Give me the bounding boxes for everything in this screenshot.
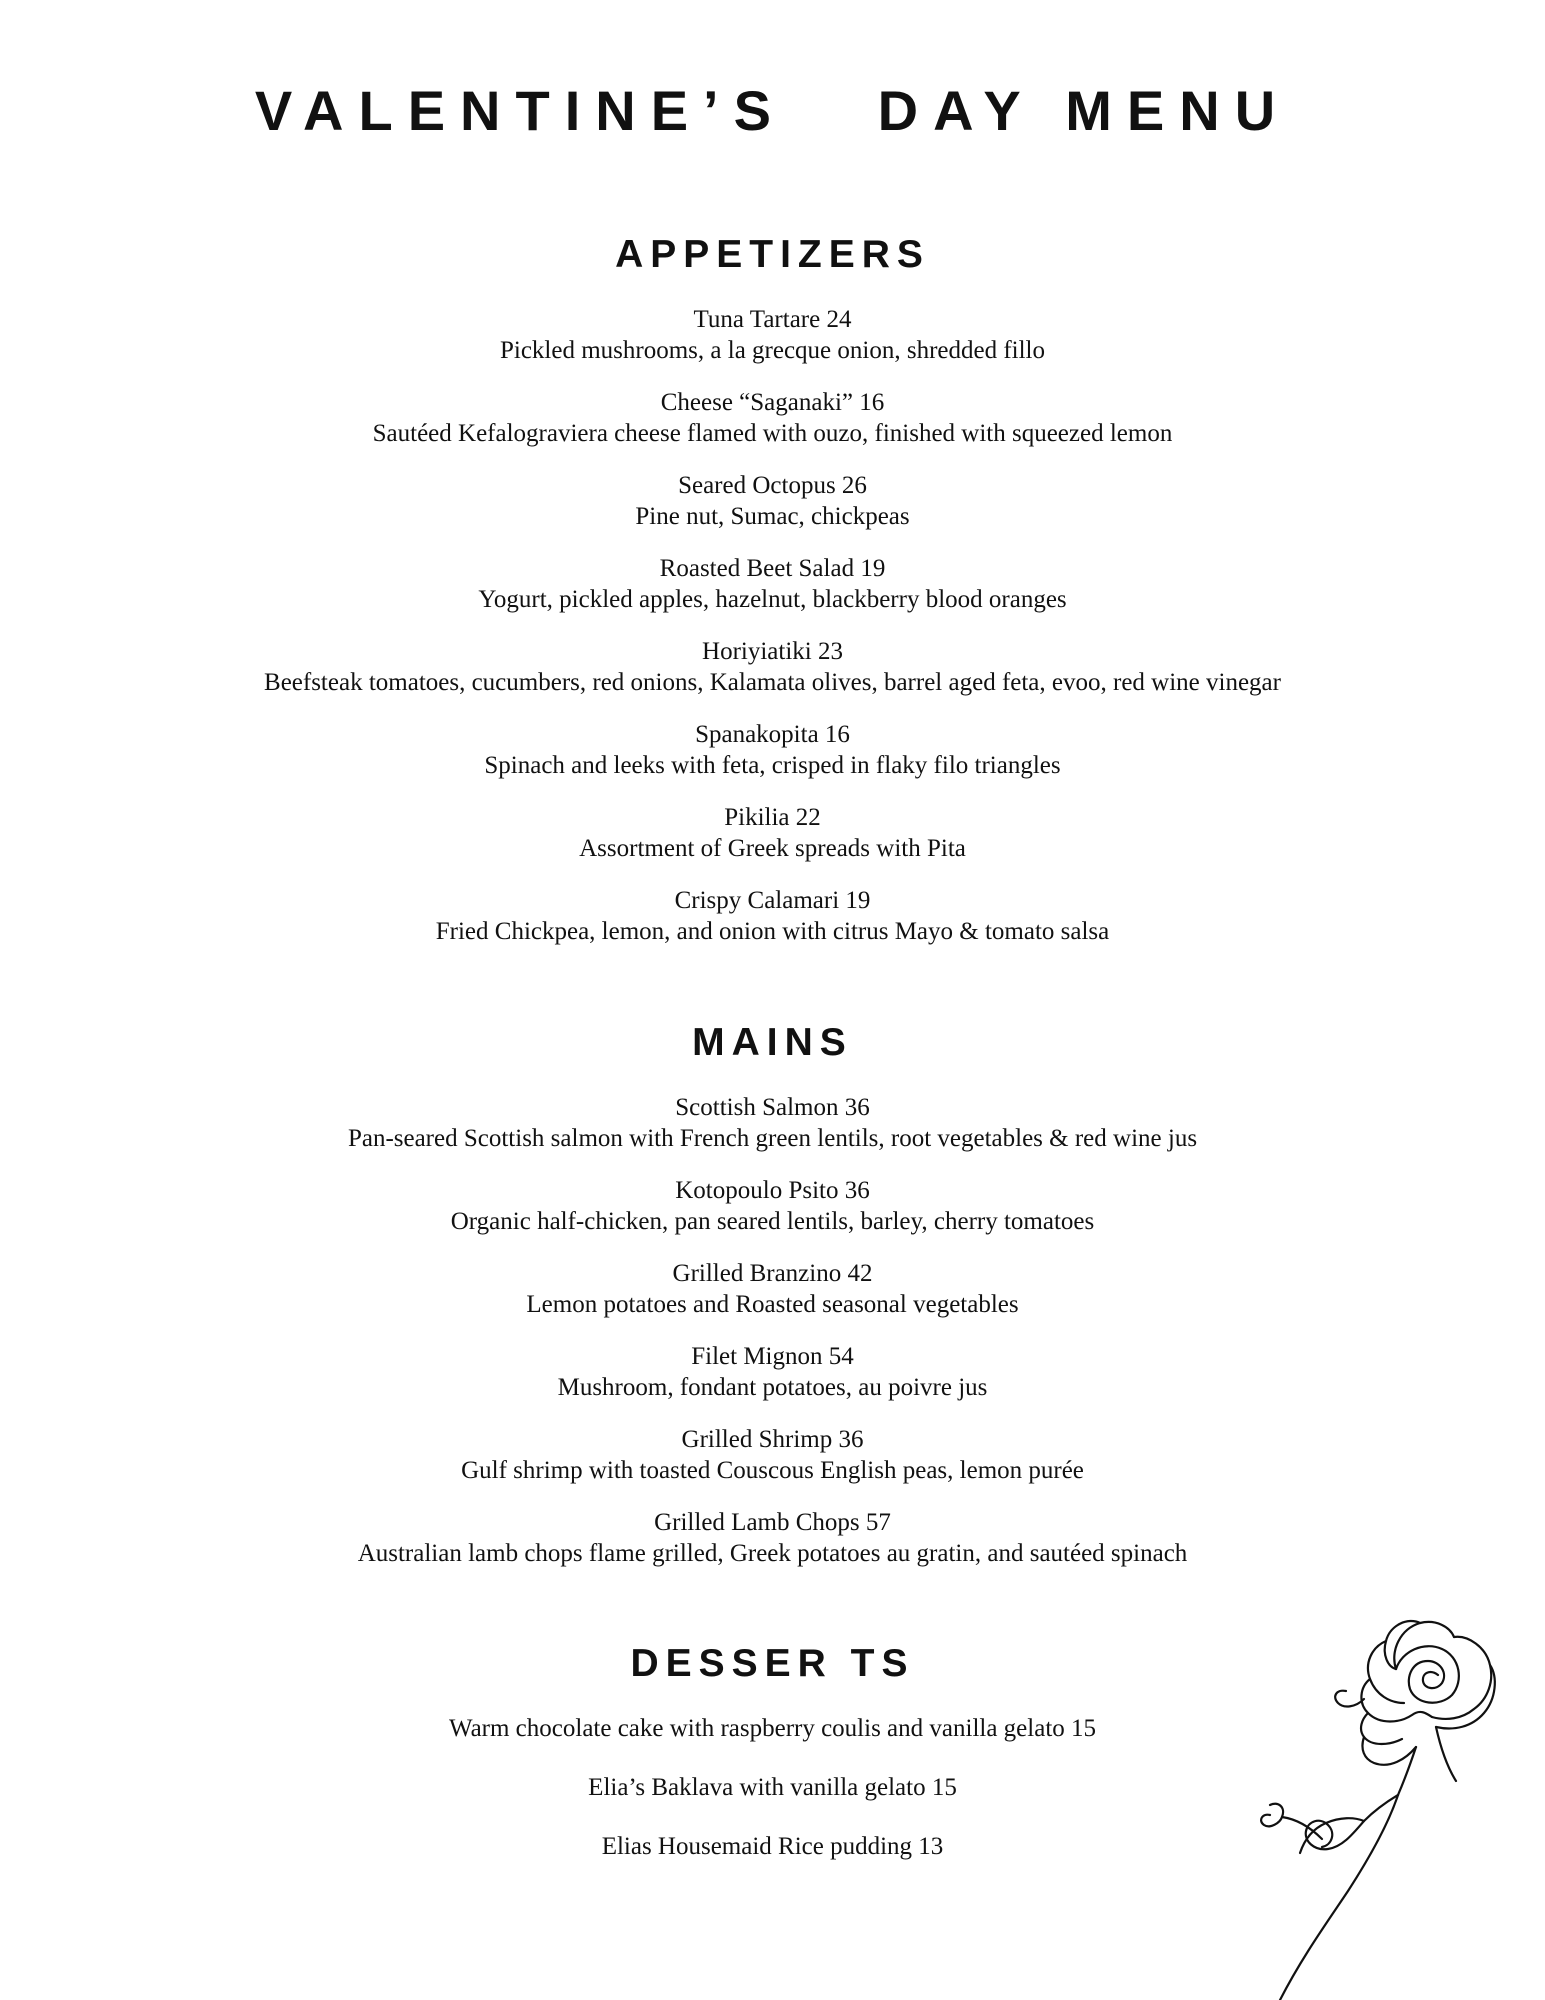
item-description: Lemon potatoes and Roasted seasonal vegetables (526, 1291, 1019, 1318)
item-description: Pine nut, Sumac, chickpeas (635, 503, 910, 530)
menu-item-tuna-tartare (0, 304, 1545, 366)
item-name: Tuna Tartare 24 (693, 306, 852, 333)
desserts-heading: DESSER TS (630, 1642, 915, 1685)
item-description: Spinach and leeks with feta, crisped in flaky filo triangles (484, 752, 1061, 779)
menu-item-grilled-branzino (0, 1258, 1545, 1320)
menu-item-cheese-saganaki (0, 387, 1545, 449)
item-description: Beefsteak tomatoes, cucumbers, red onions, Kalamata olives, barrel aged feta, evoo, red wine vinegar (264, 669, 1281, 696)
menu-item-grilled-lamb-chops (0, 1507, 1545, 1569)
item-name: Roasted Beet Salad 19 (659, 555, 886, 582)
item-name: Scottish Salmon 36 (675, 1094, 870, 1121)
menu-item-horiyiatiki (0, 636, 1545, 698)
item-name: Cheese “Saganaki” 16 (660, 389, 885, 416)
item-name: Grilled Lamb Chops 57 (654, 1509, 891, 1536)
mains-heading: MAINS (692, 1021, 853, 1064)
menu-item-crispy-calamari (0, 885, 1545, 947)
rose-line-art-icon (1240, 1595, 1545, 2000)
item-description: Australian lamb chops flame grilled, Greek potatoes au gratin, and sautéed spinach (357, 1540, 1188, 1567)
menu-title: VALENTINE’S DAY MENU (254, 79, 1291, 142)
dessert-item-chocolate-cake: Warm chocolate cake with raspberry coulis and vanilla gelato 15 (448, 1715, 1097, 1742)
item-description: Pan-seared Scottish salmon with French green lentils, root vegetables & red wine jus (347, 1125, 1198, 1152)
item-name: Horiyiatiki 23 (702, 638, 843, 665)
item-name: Spanakopita 16 (695, 721, 850, 748)
appetizers-heading: APPETIZERS (615, 233, 930, 276)
mains-section (0, 1020, 1545, 1590)
item-name: Filet Mignon 54 (691, 1343, 854, 1370)
item-name: Kotopoulo Psito 36 (675, 1177, 870, 1204)
item-description: Assortment of Greek spreads with Pita (579, 835, 966, 862)
menu-item-roasted-beet-salad (0, 553, 1545, 615)
item-name: Grilled Branzino 42 (672, 1260, 873, 1287)
appetizers-section (0, 232, 1545, 968)
item-description: Fried Chickpea, lemon, and onion with citrus Mayo & tomato salsa (435, 918, 1110, 945)
menu-item-kotopoulo-psito (0, 1175, 1545, 1237)
item-name: Grilled Shrimp 36 (681, 1426, 864, 1453)
item-description: Gulf shrimp with toasted Couscous English peas, lemon purée (461, 1457, 1084, 1484)
dessert-item-baklava: Elia’s Baklava with vanilla gelato 15 (588, 1774, 957, 1801)
menu-item-grilled-shrimp (0, 1424, 1545, 1486)
item-description: Yogurt, pickled apples, hazelnut, blackberry blood oranges (478, 586, 1067, 613)
menu-item-filet-mignon (0, 1341, 1545, 1403)
item-name: Crispy Calamari 19 (674, 887, 871, 914)
item-description: Sautéed Kefalograviera cheese flamed with ouzo, finished with squeezed lemon (372, 420, 1173, 447)
item-name: Seared Octopus 26 (678, 472, 867, 499)
menu-item-spanakopita (0, 719, 1545, 781)
menu-item-scottish-salmon (0, 1092, 1545, 1154)
dessert-item-rice-pudding: Elias Housemaid Rice pudding 13 (601, 1833, 944, 1860)
item-name: Pikilia 22 (724, 804, 821, 831)
item-description: Pickled mushrooms, a la grecque onion, shredded fillo (499, 337, 1046, 364)
menu-item-seared-octopus (0, 470, 1545, 532)
item-description: Organic half-chicken, pan seared lentils, barley, cherry tomatoes (450, 1208, 1095, 1235)
item-description: Mushroom, fondant potatoes, au poivre jus (557, 1374, 988, 1401)
menu-item-pikilia (0, 802, 1545, 864)
